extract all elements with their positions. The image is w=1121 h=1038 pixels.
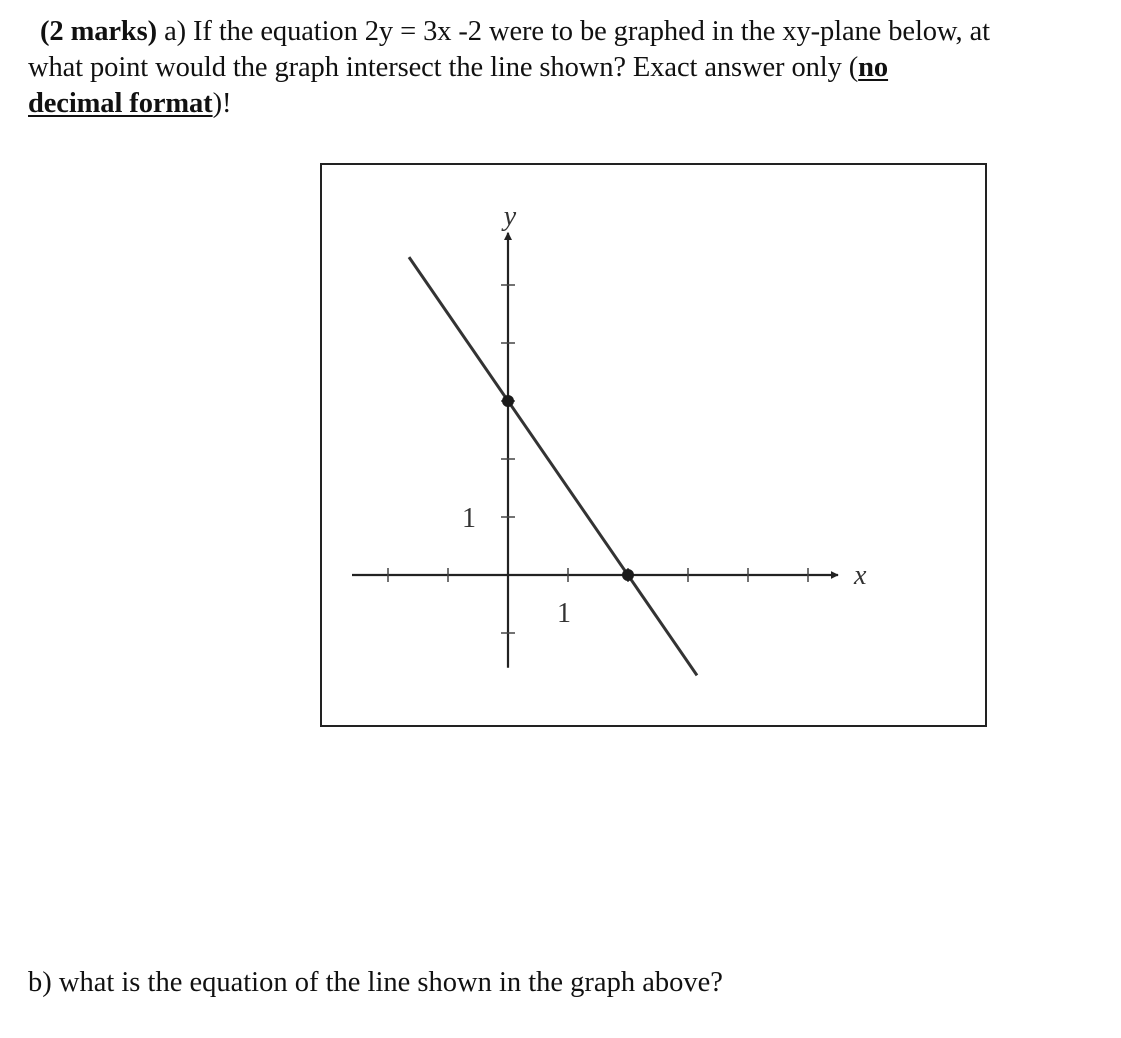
no-emphasis: no [858, 52, 889, 83]
y-axis-label: y [503, 200, 517, 232]
y-tick-label: 1 [462, 503, 476, 534]
question-a-line-2 [28, 50, 1113, 86]
question-a-line-3 [28, 86, 1113, 122]
question-b [28, 965, 723, 1001]
question-a-line-1 [28, 14, 1113, 50]
question-a-text-2: what point would the graph intersect the line shown? Exact answer only ( [28, 52, 859, 83]
x-axis-label: x [854, 560, 867, 591]
decimal-format-emphasis: decimal format [28, 88, 213, 119]
series-line [409, 257, 697, 675]
marks-label: (2 marks) [40, 16, 158, 47]
data-point-1 [622, 569, 634, 581]
data-point-0 [502, 395, 514, 407]
question-b-text: b) what is the equation of the line shown in the graph above? [28, 967, 723, 998]
question-a [28, 14, 1113, 122]
question-a-text-1: a) If the equation 2y = 3x -2 were to be graphed in the xy-plane below, at [157, 16, 990, 47]
x-tick-label: 1 [557, 598, 571, 629]
graph-frame [320, 163, 987, 727]
coordinate-graph [322, 165, 985, 725]
question-a-closing: )! [212, 88, 232, 119]
